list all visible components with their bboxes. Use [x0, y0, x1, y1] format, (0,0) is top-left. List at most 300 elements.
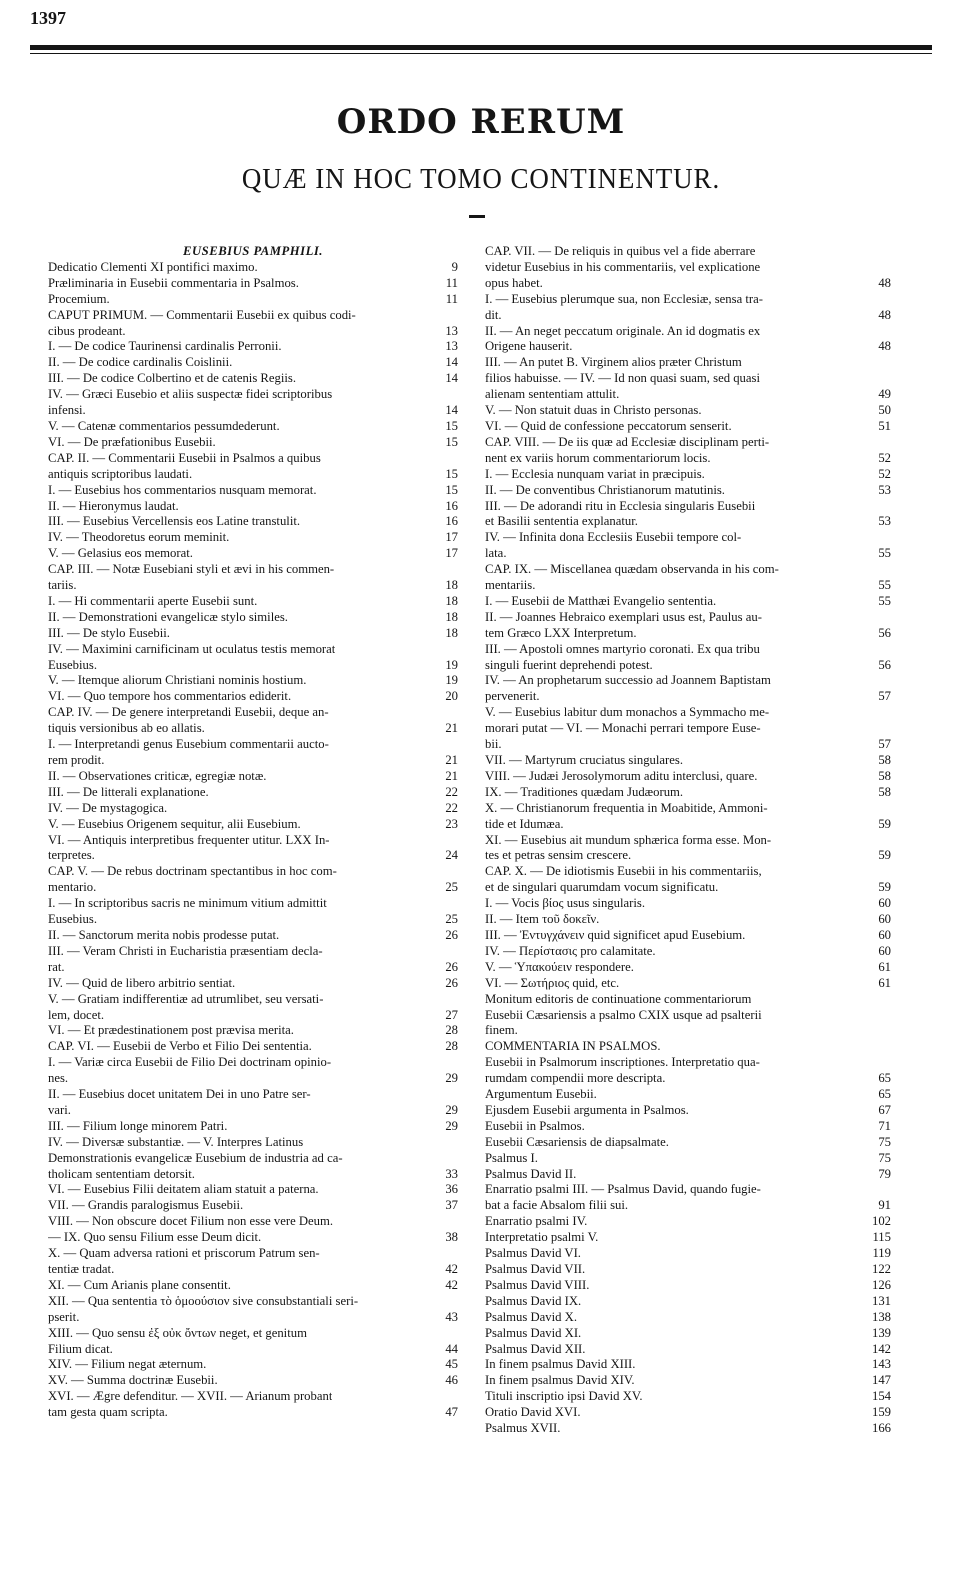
toc-entry-text: XVI. — Ægre defenditur. — XVII. — Arianum probant	[48, 1389, 333, 1404]
left-column	[48, 244, 458, 1421]
toc-entry	[485, 673, 891, 689]
toc-entry-page: 29	[445, 1118, 458, 1133]
toc-entry	[48, 1214, 458, 1230]
section-heading	[48, 244, 458, 260]
toc-entry-text: I. — Interpretandi genus Eusebium commentarii aucto-	[48, 737, 329, 752]
toc-entry	[48, 260, 458, 276]
toc-entry-page: 57	[878, 689, 891, 704]
toc-entry	[48, 1167, 458, 1183]
toc-entry	[485, 944, 891, 960]
toc-entry-page: 166	[871, 1421, 891, 1436]
toc-entry-text: bat a facie Absalom filii sui.	[485, 1198, 629, 1213]
toc-entry-text: morari putat — VI. — Monachi perrari tempore Euse-	[485, 721, 761, 736]
toc-entry-page: 29	[445, 1071, 458, 1086]
toc-entry-page: 53	[878, 482, 891, 497]
toc-entry-page: 53	[878, 514, 891, 529]
toc-entry-text: V. — Eusebius Origenem sequitur, alii Eusebium.	[48, 816, 301, 831]
toc-entry-page: 49	[878, 387, 891, 402]
toc-entry	[48, 578, 458, 594]
toc-entry-page: 61	[878, 959, 891, 974]
toc-entry-page: 56	[878, 625, 891, 640]
toc-entry-text: VIII. — Judæi Jerosolymorum aditu interclusi, quare.	[485, 768, 758, 783]
toc-entry-page: 43	[445, 1309, 458, 1324]
toc-entry	[485, 833, 891, 849]
toc-entry-page: 52	[878, 466, 891, 481]
toc-entry-page: 79	[878, 1166, 891, 1181]
toc-entry-text: III. — De adorandi ritu in Ecclesia singularis Eusebii	[485, 498, 756, 513]
toc-entry	[48, 355, 458, 371]
toc-entry	[485, 371, 891, 387]
toc-entry-page: 11	[445, 291, 458, 306]
toc-entry-page: 58	[878, 753, 891, 767]
toc-entry	[485, 467, 891, 483]
toc-entry-page: 21	[445, 753, 458, 767]
toc-entry-text: mentario.	[48, 880, 97, 895]
toc-entry	[48, 292, 458, 308]
toc-entry-text: VI. — Quo tempore hos commentarios ediderit.	[48, 689, 292, 704]
toc-entry-text: Psalmus David VI.	[485, 1246, 581, 1261]
toc-entry-text: Psalmus David VIII.	[485, 1277, 590, 1292]
toc-entry-page: 26	[445, 959, 458, 974]
toc-entry-page: 55	[878, 546, 891, 561]
toc-entry-text: VI. — Quid de confessione peccatorum senserit.	[485, 418, 732, 433]
toc-entry-text: — IX. Quo sensu Filium esse Deum dicit.	[48, 1230, 262, 1245]
toc-entry-page: 48	[878, 307, 891, 322]
toc-entry	[48, 546, 458, 562]
toc-entry-page: 47	[445, 1405, 458, 1420]
toc-entry-page: 21	[445, 768, 458, 783]
toc-entry-text: II. — Eusebius docet unitatem Dei in uno Patre ser-	[48, 1087, 311, 1102]
toc-entry-page: 22	[445, 800, 458, 815]
toc-entry-text: VII. — Martyrum cruciatus singulares.	[485, 753, 684, 767]
toc-entry-text: CAP. X. — De idiotismis Eusebii in his commentariis,	[485, 864, 762, 879]
toc-entry	[48, 737, 458, 753]
toc-entry	[485, 339, 891, 355]
toc-entry	[485, 1167, 891, 1183]
toc-entry	[485, 1310, 891, 1326]
toc-entry	[48, 785, 458, 801]
toc-entry	[48, 610, 458, 626]
toc-entry	[485, 308, 891, 324]
toc-entry-text: tes et petras sensim crescere.	[485, 848, 632, 863]
toc-entry-page: 115	[872, 1230, 891, 1245]
toc-entry-page: 159	[871, 1405, 891, 1420]
toc-entry-page: 138	[871, 1309, 891, 1324]
toc-entry	[48, 1055, 458, 1071]
toc-entry	[485, 1198, 891, 1214]
toc-entry-text: VI. — Σωτήριος quid, etc.	[485, 975, 620, 990]
toc-entry	[48, 864, 458, 880]
toc-entry	[48, 992, 458, 1008]
toc-entry-page: 17	[445, 530, 458, 545]
toc-entry	[48, 1151, 458, 1167]
toc-entry	[485, 1405, 891, 1421]
toc-entry-text: I. — Vocis βίος usus singularis.	[485, 896, 645, 911]
toc-entry-text: CAP. IV. — De genere interpretandi Eusebii, deque an-	[48, 705, 329, 720]
toc-entry-text: infensi.	[48, 403, 86, 418]
toc-entry-page: 15	[445, 482, 458, 497]
toc-entry	[485, 1246, 891, 1262]
toc-entry-text: II. — Joannes Hebraico exemplari usus est, Paulus au-	[485, 609, 762, 624]
toc-entry	[485, 594, 891, 610]
toc-entry-text: tem Græco LXX Interpretum.	[485, 625, 637, 640]
toc-entry-text: Ejusdem Eusebii argumenta in Psalmos.	[485, 1102, 689, 1117]
toc-entry-text: pervenerit.	[485, 689, 540, 704]
toc-entry	[485, 387, 891, 403]
toc-entry	[48, 483, 458, 499]
toc-entry-page: 13	[445, 323, 458, 338]
toc-entry-text: CAPUT PRIMUM. — Commentarii Eusebii ex quibus codi-	[48, 307, 356, 322]
toc-entry-page: 122	[871, 1262, 891, 1276]
toc-entry-text: Argumentum Eusebii.	[485, 1087, 597, 1102]
toc-entry	[485, 435, 891, 451]
toc-entry	[485, 562, 891, 578]
toc-entry	[485, 451, 891, 467]
toc-entry	[48, 1008, 458, 1024]
toc-entry-text: In finem psalmus David XIV.	[485, 1373, 635, 1388]
page-number: 1397	[30, 8, 66, 28]
toc-entry-text: IV. — Quid de libero arbitrio sentiat.	[48, 975, 236, 990]
toc-entry-text: nes.	[48, 1071, 69, 1086]
toc-entry-page: 60	[878, 927, 891, 942]
toc-entry-page: 14	[445, 371, 458, 386]
toc-entry-text: rumdam compendii more descripta.	[485, 1071, 666, 1086]
toc-entry-text: III. — De stylo Eusebii.	[48, 625, 170, 640]
toc-entry-page: 147	[871, 1373, 891, 1388]
toc-entry	[485, 1278, 891, 1294]
toc-entry-text: CAP. IX. — Miscellanea quædam observanda in his com-	[485, 562, 779, 577]
toc-entry	[48, 689, 458, 705]
toc-entry-page: 42	[445, 1262, 458, 1276]
toc-entry	[48, 753, 458, 769]
toc-entry-page: 25	[445, 912, 458, 927]
toc-entry-text: IV. — Maximini carnificinam ut oculatus testis memorat	[48, 641, 336, 656]
toc-entry-page: 57	[878, 737, 891, 752]
toc-entry-text: Dedicatio Clementi XI pontifici maximo.	[48, 259, 258, 274]
toc-entry	[48, 960, 458, 976]
toc-entry-text: II. — De conventibus Christianorum matutinis.	[485, 482, 725, 497]
toc-entry-page: 154	[871, 1389, 891, 1404]
toc-entry-page: 50	[878, 403, 891, 418]
toc-entry	[485, 864, 891, 880]
toc-entry-page: 75	[878, 1150, 891, 1165]
toc-entry-text: V. — Itemque aliorum Christiani nominis hostium.	[48, 673, 307, 688]
toc-entry-text: singuli fuerint deprehendi potest.	[485, 657, 653, 672]
toc-entry	[485, 785, 891, 801]
toc-entry	[48, 1373, 458, 1389]
toc-entry-page: 19	[445, 673, 458, 688]
toc-entry	[485, 721, 891, 737]
toc-entry	[485, 1342, 891, 1358]
toc-entry-page: 55	[878, 578, 891, 593]
toc-entry	[48, 673, 458, 689]
toc-entry	[485, 1023, 891, 1039]
toc-entry-page: 42	[445, 1277, 458, 1292]
toc-entry-page: 75	[878, 1134, 891, 1149]
toc-entry-text: rem prodit.	[48, 753, 105, 767]
toc-entry	[485, 658, 891, 674]
toc-entry	[485, 1008, 891, 1024]
toc-entry-text: III. — Ἐντυγχάνειν quid significet apud Eusebium.	[485, 927, 746, 942]
toc-entry-text: IV. — Theodoretus eorum meminit.	[48, 530, 230, 545]
toc-entry-text: III. — Eusebius Vercellensis eos Latine transtulit.	[48, 514, 301, 529]
toc-entry	[485, 1103, 891, 1119]
toc-entry-page: 59	[878, 848, 891, 863]
toc-entry	[485, 626, 891, 642]
toc-entry-text: cibus prodeant.	[48, 323, 126, 338]
toc-entry-text: IV. — Græci Eusebio et aliis suspectæ fidei scriptoribus	[48, 387, 333, 402]
toc-entry	[48, 817, 458, 833]
toc-entry	[48, 1103, 458, 1119]
toc-entry-page: 25	[445, 880, 458, 895]
toc-entry-page: 58	[878, 768, 891, 783]
toc-entry-text: I. — Variæ circa Eusebii de Filio Dei doctrinam opinio-	[48, 1055, 332, 1070]
toc-entry	[485, 1230, 891, 1246]
toc-entry	[485, 1357, 891, 1373]
toc-entry	[48, 1023, 458, 1039]
toc-entry-page: 15	[445, 418, 458, 433]
toc-entry-text: Oratio David XVI.	[485, 1405, 581, 1420]
toc-entry-text: tam gesta quam scripta.	[48, 1405, 168, 1420]
toc-entry	[485, 960, 891, 976]
toc-entry-text: dit.	[485, 307, 502, 322]
toc-entry	[485, 896, 891, 912]
toc-entry-text: II. — Item τοῦ δοκεῖν.	[485, 912, 600, 927]
toc-entry-page: 11	[445, 275, 458, 290]
page-subtitle: QUÆ IN HOC TOMO CONTINENTUR.	[241, 163, 721, 195]
toc-entry-page: 21	[445, 721, 458, 736]
toc-entry-page: 59	[878, 880, 891, 895]
toc-entry-text: IV. — De mystagogica.	[48, 800, 168, 815]
toc-entry	[485, 769, 891, 785]
toc-entry-text: videtur Eusebius in his commentariis, vel explicatione	[485, 259, 761, 274]
toc-entry	[48, 530, 458, 546]
toc-entry-page: 24	[445, 848, 458, 863]
toc-entry	[48, 1294, 458, 1310]
toc-entry	[485, 1182, 891, 1198]
toc-entry-page: 33	[445, 1166, 458, 1181]
toc-entry-text: IV. — An prophetarum successio ad Joannem Baptistam	[485, 673, 771, 688]
toc-entry-text: II. — An neget peccatum originale. An id dogmatis ex	[485, 323, 761, 338]
toc-entry	[485, 1071, 891, 1087]
toc-entry-text: tiquis versionibus ab eo allatis.	[48, 721, 205, 736]
toc-entry-page: 28	[445, 1039, 458, 1054]
toc-entry-page: 60	[878, 943, 891, 958]
toc-entry-text: VI. — Antiquis interpretibus frequenter utitur. LXX In-	[48, 832, 330, 847]
toc-entry	[485, 276, 891, 292]
toc-entry	[48, 721, 458, 737]
toc-entry-page: 18	[445, 609, 458, 624]
toc-entry	[48, 1278, 458, 1294]
toc-entry	[48, 642, 458, 658]
toc-entry	[48, 1119, 458, 1135]
toc-entry	[48, 976, 458, 992]
toc-entry-text: V. — Eusebius labitur dum monachos a Symmacho me-	[485, 705, 770, 720]
toc-entry-page: 22	[445, 784, 458, 799]
toc-entry-page: 58	[878, 784, 891, 799]
toc-entry	[485, 324, 891, 340]
toc-entry-page: 46	[445, 1373, 458, 1388]
toc-entry	[485, 355, 891, 371]
toc-entry-page: 65	[878, 1087, 891, 1102]
toc-entry	[48, 1198, 458, 1214]
toc-entry	[48, 324, 458, 340]
toc-entry-text: I. — De codice Taurinensi cardinalis Perronii.	[48, 339, 282, 354]
toc-entry-text: Monitum editoris de continuatione commentariorum	[485, 991, 752, 1006]
toc-entry-text: III. — De litterali explanatione.	[48, 784, 209, 799]
toc-entry-text: terpretes.	[48, 848, 95, 863]
toc-entry-text: Eusebii in Psalmorum inscriptiones. Interpretatio qua-	[485, 1055, 760, 1070]
toc-entry-text: II. — Demonstrationi evangelicæ stylo similes.	[48, 609, 288, 624]
toc-entry	[485, 1389, 891, 1405]
toc-entry-page: 18	[445, 625, 458, 640]
toc-entry-page: 14	[445, 403, 458, 418]
toc-entry-page: 14	[445, 355, 458, 370]
toc-entry-text: Psalmus David X.	[485, 1309, 577, 1324]
toc-entry-page: 61	[878, 975, 891, 990]
toc-entry-text: Procemium.	[48, 291, 110, 306]
toc-entry-text: et de singulari quarumdam vocum significatu.	[485, 880, 719, 895]
toc-entry-text: XV. — Summa doctrinæ Eusebii.	[48, 1373, 218, 1388]
toc-entry-page: 91	[878, 1198, 891, 1213]
toc-entry-text: V. — Gratiam indifferentiæ ad utrumlibet, seu versati-	[48, 991, 324, 1006]
toc-entry-text: VIII. — Non obscure docet Filium non esse vere Deum.	[48, 1214, 334, 1229]
toc-entry-page: 37	[445, 1198, 458, 1213]
toc-entry	[485, 1039, 891, 1055]
toc-entry	[485, 753, 891, 769]
toc-entry	[48, 1310, 458, 1326]
toc-entry-text: III. — Apostoli omnes martyrio coronati. Ex qua tribu	[485, 641, 760, 656]
toc-entry-page: 51	[878, 418, 891, 433]
toc-entry	[485, 1262, 891, 1278]
toc-entry-text: Psalmus David XII.	[485, 1341, 586, 1356]
toc-entry	[485, 546, 891, 562]
toc-entry-text: V. — Ὑπακούειν respondere.	[485, 959, 634, 974]
toc-entry	[485, 976, 891, 992]
toc-entry-page: 23	[445, 816, 458, 831]
toc-entry	[485, 1421, 891, 1437]
toc-entry-page: 139	[871, 1325, 891, 1340]
toc-entry	[48, 1087, 458, 1103]
toc-entry	[485, 610, 891, 626]
toc-entry-page: 142	[871, 1341, 891, 1356]
toc-entry-text: CAP. III. — Notæ Eusebiani styli et ævi in his commen-	[48, 562, 335, 577]
toc-entry	[485, 992, 891, 1008]
toc-entry-text: III. — Filium longe minorem Patri.	[48, 1118, 228, 1133]
toc-entry-text: VI. — Eusebius Filii deitatem aliam statuit a paterna.	[48, 1182, 319, 1197]
toc-entry-text: Psalmus David XI.	[485, 1325, 582, 1340]
toc-entry	[48, 1357, 458, 1373]
toc-entry-text: V. — Catenæ commentarios pessumdederunt.	[48, 418, 280, 433]
toc-entry-text: XII. — Qua sententia τὸ ὁμοούσιον sive consubstantiali seri-	[48, 1293, 359, 1308]
toc-entry	[48, 1246, 458, 1262]
toc-entry-page: 19	[445, 657, 458, 672]
toc-entry-text: mentariis.	[485, 578, 536, 593]
toc-entry-page: 102	[871, 1214, 891, 1229]
toc-entry	[48, 467, 458, 483]
toc-entry-text: Eusebii Cæsariensis a psalmo CXIX usque ad psalterii	[485, 1007, 762, 1022]
toc-entry-text: CAP. II. — Commentarii Eusebii in Psalmos a quibus	[48, 450, 321, 465]
toc-entry-page: 45	[445, 1357, 458, 1372]
toc-entry-text: I. — Hi commentarii aperte Eusebii sunt.	[48, 593, 258, 608]
toc-entry	[485, 1087, 891, 1103]
toc-entry	[48, 371, 458, 387]
toc-entry-text: tholicam sententiam detorsit.	[48, 1166, 195, 1181]
toc-entry	[485, 1119, 891, 1135]
toc-entry-page: 71	[878, 1118, 891, 1133]
toc-entry-text: V. — Non statuit duas in Christo personas.	[485, 403, 702, 418]
toc-entry	[48, 1262, 458, 1278]
toc-entry-text: Enarratio psalmi IV.	[485, 1214, 588, 1229]
toc-entry	[48, 912, 458, 928]
toc-entry	[48, 1230, 458, 1246]
toc-entry-page: 67	[878, 1102, 891, 1117]
toc-entry-page: 18	[445, 578, 458, 593]
toc-entry-page: 44	[445, 1341, 458, 1356]
toc-entry-page: 17	[445, 546, 458, 561]
toc-entry	[485, 1135, 891, 1151]
toc-entry	[485, 578, 891, 594]
toc-entry-page: 59	[878, 816, 891, 831]
toc-entry-text: COMMENTARIA IN PSALMOS.	[485, 1039, 661, 1054]
toc-entry-text: bii.	[485, 737, 502, 752]
toc-entry-text: Eusebii Cæsariensis de diapsalmate.	[485, 1134, 669, 1149]
toc-entry-text: XIV. — Filium negat æternum.	[48, 1357, 207, 1372]
toc-entry	[48, 276, 458, 292]
toc-entry	[485, 419, 891, 435]
toc-entry-text: Præliminaria in Eusebii commentaria in Psalmos.	[48, 275, 299, 290]
toc-entry-page: 9	[451, 259, 458, 274]
toc-entry	[485, 499, 891, 515]
toc-entry	[485, 514, 891, 530]
toc-entry-page: 52	[878, 450, 891, 465]
toc-entry-text: XIII. — Quo sensu ἐξ οὐκ ὄντων neget, et genitum	[48, 1325, 307, 1340]
toc-entry-text: tentiæ tradat.	[48, 1262, 115, 1276]
toc-entry	[48, 658, 458, 674]
toc-entry-page: 48	[878, 339, 891, 354]
toc-entry-text: XI. — Cum Arianis plane consentit.	[48, 1277, 231, 1292]
toc-entry-text: X. — Christianorum frequentia in Moabitide, Ammoni-	[485, 800, 768, 815]
toc-entry-page: 26	[445, 975, 458, 990]
toc-entry-text: II. — De codice cardinalis Coislinii.	[48, 355, 233, 370]
toc-entry	[485, 1294, 891, 1310]
toc-entry-text: II. — Observationes criticæ, egregiæ notæ.	[48, 768, 267, 783]
toc-entry-text: rat.	[48, 959, 65, 974]
toc-entry	[485, 705, 891, 721]
toc-entry-text: lem, docet.	[48, 1007, 105, 1022]
toc-entry-page: 143	[871, 1357, 891, 1372]
toc-entry-text: I. — Eusebius hos commentarios nusquam memorat.	[48, 482, 317, 497]
toc-entry-page: 38	[445, 1230, 458, 1245]
toc-entry-text: Psalmus I.	[485, 1150, 538, 1165]
toc-entry	[48, 848, 458, 864]
toc-entry	[485, 260, 891, 276]
toc-entry-text: Eusebius.	[48, 657, 97, 672]
toc-entry-text: alienam sententiam attulit.	[485, 387, 620, 402]
toc-entry-text: I. — Ecclesia nunquam variat in præcipuis.	[485, 466, 705, 481]
right-column	[485, 244, 891, 1437]
toc-entry	[485, 1055, 891, 1071]
page-title: ORDO RERUM	[336, 102, 626, 142]
toc-entry	[48, 944, 458, 960]
toc-entry-page: 27	[445, 1007, 458, 1022]
toc-entry-text: pserit.	[48, 1309, 80, 1324]
toc-entry	[485, 689, 891, 705]
toc-entry	[48, 403, 458, 419]
toc-entry-text: Psalmus David VII.	[485, 1262, 586, 1276]
header-rule-thin	[30, 53, 932, 54]
toc-entry-page: 29	[445, 1102, 458, 1117]
